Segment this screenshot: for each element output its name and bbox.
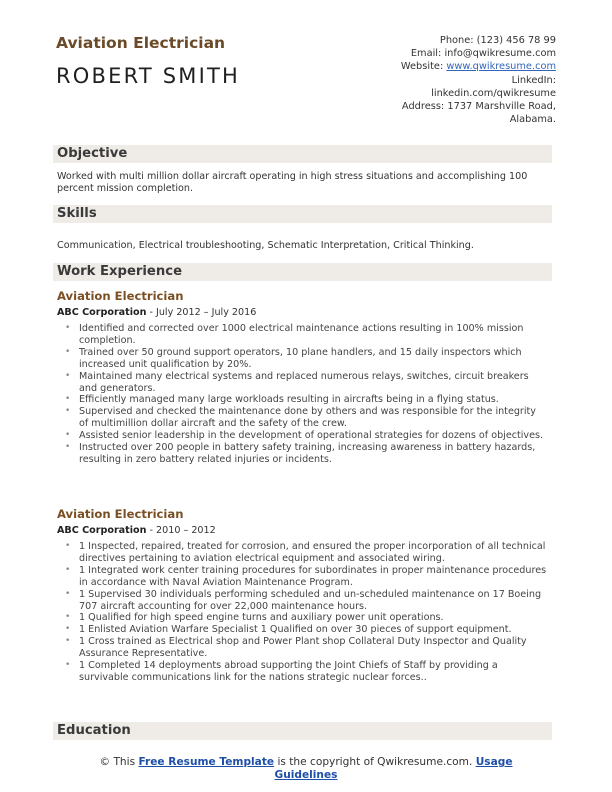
job-1-title: Aviation Electrician bbox=[57, 289, 184, 303]
job-2-title: Aviation Electrician bbox=[57, 507, 184, 521]
objective-section-header bbox=[53, 145, 552, 163]
guidelines-link[interactable]: Guidelines bbox=[274, 769, 338, 782]
list-item: • Identified and corrected over 1000 electrical maintenance actions resulting in 100% mission completion. bbox=[65, 323, 547, 347]
list-item: • Instructed over 200 people in battery safety training, increasing awareness in battery hazards, resulting in zero battery related injuries or incidents. bbox=[65, 442, 547, 466]
free-resume-template-link[interactable]: Free Resume Template bbox=[138, 756, 275, 768]
footer-prefix: © This bbox=[99, 756, 139, 768]
website-label: Website: bbox=[400, 61, 447, 73]
address-line-1: Address: 1737 Marshville Road, bbox=[401, 101, 556, 113]
candidate-name: ROBERT SMITH bbox=[56, 64, 241, 88]
linkedin-label: LinkedIn: bbox=[511, 74, 556, 86]
education-section-header bbox=[53, 722, 552, 740]
job-1-bullets bbox=[65, 323, 547, 466]
skills-heading: Skills bbox=[57, 206, 97, 221]
list-item: • Maintained many electrical systems and replaced numerous relays, switches, circuit breakers and generators. bbox=[65, 371, 547, 395]
list-item: • 1 Enlisted Aviation Warfare Specialist 1 Qualified on over 30 pieces of support equipment. bbox=[65, 624, 547, 636]
list-item: • 1 Supervised 30 individuals performing scheduled and un-scheduled maintenance on 17 Boeing 707 aircraft accounting for over 22,000 maintenance hours. bbox=[65, 589, 547, 613]
email: Email: info@qwikresume.com bbox=[410, 48, 556, 60]
footer bbox=[56, 756, 556, 783]
experience-heading: Work Experience bbox=[57, 264, 183, 279]
list-item: • 1 Qualified for high speed engine turns and auxiliary power unit operations. bbox=[65, 612, 547, 624]
job-2-dates: - 2010 – 2012 bbox=[146, 525, 216, 536]
list-item: • Trained over 50 ground support operators, 10 plane handlers, and 15 daily inspectors which increased unit qualification by 20%. bbox=[65, 347, 547, 371]
list-item: • 1 Integrated work center training procedures for subordinates in proper maintenance procedures in accordance with Naval Aviation Maintenance Program. bbox=[65, 565, 547, 589]
website-link[interactable]: www.qwikresume.com bbox=[446, 61, 556, 73]
job-1-company-line bbox=[57, 307, 256, 318]
list-item: • Efficiently managed many large workloads resulting in aircrafts being in a flying status. bbox=[65, 394, 547, 406]
job-2-company: ABC Corporation bbox=[57, 525, 147, 536]
list-item: • Assisted senior leadership in the development of operational strategies for dozens of objectives. bbox=[65, 430, 547, 442]
skills-text: Communication, Electrical troubleshooting, Schematic Interpretation, Critical Thinking. bbox=[57, 240, 474, 251]
usage-link[interactable]: Usage bbox=[475, 756, 513, 768]
job-1-dates: - July 2012 – July 2016 bbox=[146, 307, 257, 318]
address-line-2: Alabama. bbox=[509, 114, 556, 126]
job-title: Aviation Electrician bbox=[56, 34, 226, 52]
objective-heading: Objective bbox=[57, 146, 128, 161]
footer-middle: is the copyright of Qwikresume.com. bbox=[274, 756, 476, 768]
list-item: • 1 Completed 14 deployments abroad supporting the Joint Chiefs of Staff by providing a survivable communications link for the nations strategic nuclear forces.. bbox=[65, 660, 547, 684]
job-2-bullets bbox=[65, 541, 547, 684]
experience-section-header bbox=[53, 263, 552, 281]
list-item: • 1 Cross trained as Electrical shop and Power Plant shop Collateral Duty Inspector and Quality Assurance Representative. bbox=[65, 636, 547, 660]
list-item: • 1 Inspected, repaired, treated for corrosion, and ensured the proper incorporation of all technical directives pertaining to aviation electrical equipment and associated wiring. bbox=[65, 541, 547, 565]
list-item: • Supervised and checked the maintenance done by others and was responsible for the integrity of multimillion dollar aircraft and the safety of the crew. bbox=[65, 406, 547, 430]
job-1-company: ABC Corporation bbox=[57, 307, 147, 318]
phone: Phone: (123) 456 78 99 bbox=[439, 35, 556, 46]
website bbox=[366, 60, 556, 73]
objective-text: Worked with multi million dollar aircraft operating in high stress situations and accomplishing 100 percent mission completion. bbox=[57, 171, 528, 194]
skills-section-header bbox=[53, 205, 552, 223]
education-heading: Education bbox=[57, 723, 131, 738]
linkedin-value: linkedin.com/qwikresume bbox=[431, 87, 556, 99]
job-2-company-line bbox=[57, 525, 216, 536]
resume-header bbox=[56, 34, 556, 130]
contact-block bbox=[366, 34, 556, 126]
